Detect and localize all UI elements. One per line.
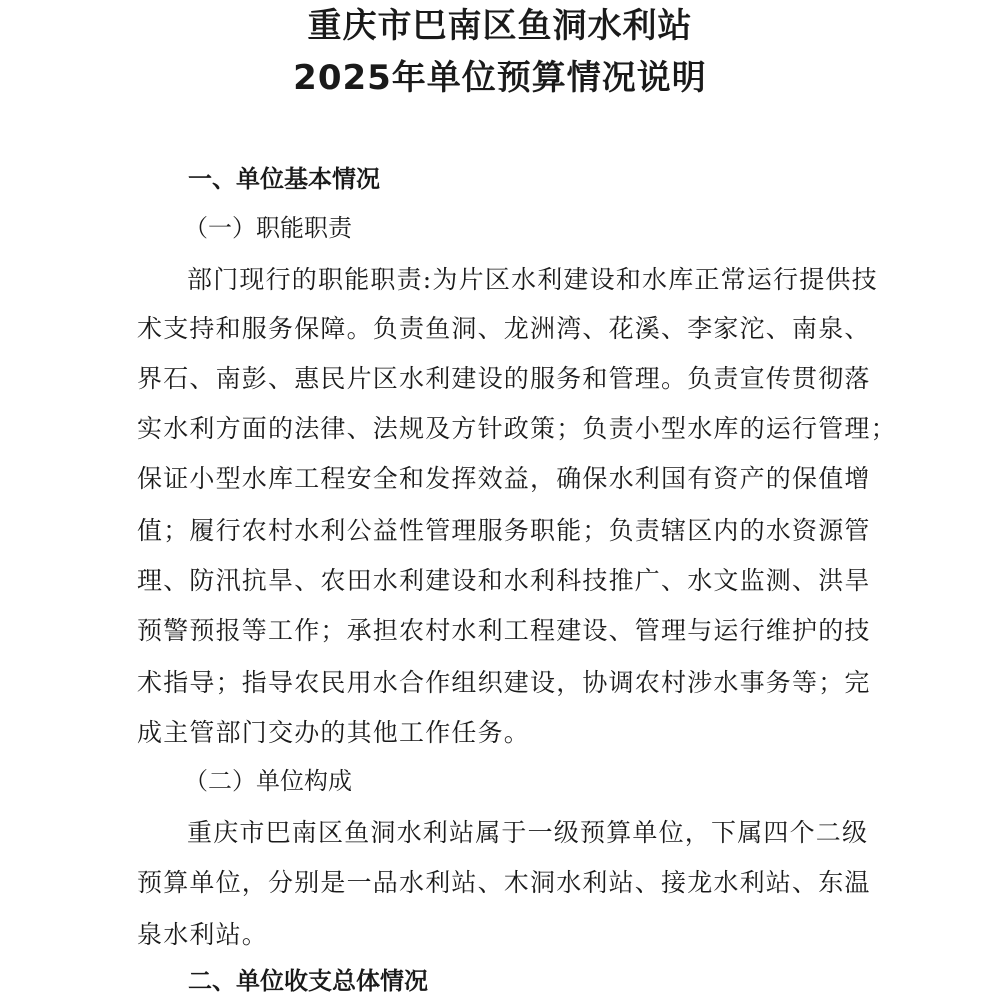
paragraph-line: 实水利方面的法律、法规及方针政策；负责小型水库的运行管理； xyxy=(137,414,897,443)
paragraph-line: 重庆市巴南区鱼洞水利站属于一级预算单位，下属四个二级 xyxy=(187,818,869,847)
paragraph-line: 界石、南彭、惠民片区水利建设的服务和管理。负责宣传贯彻落 xyxy=(137,364,871,393)
paragraph-line: 保证小型水库工程安全和发挥效益，确保水利国有资产的保值增 xyxy=(137,464,871,493)
subsection-2-heading: （二）单位构成 xyxy=(184,767,352,795)
paragraph-line: 术指导；指导农民用水合作组织建设，协调农村涉水事务等；完 xyxy=(137,668,871,697)
paragraph-line: 成主管部门交办的其他工作任务。 xyxy=(137,718,531,747)
section-2-heading: 二、单位收支总体情况 xyxy=(188,967,428,995)
paragraph-line: 泉水利站。 xyxy=(137,920,269,949)
paragraph-line: 值；履行农村水利公益性管理服务职能；负责辖区内的水资源管 xyxy=(137,516,871,545)
paragraph-line: 理、防汛抗旱、农田水利建设和水利科技推广、水文监测、洪旱 xyxy=(137,566,871,595)
document-title-line-2: 2025年单位预算情况说明 xyxy=(293,58,707,98)
subsection-1-heading: （一）职能职责 xyxy=(184,214,352,242)
paragraph-line: 部门现行的职能职责:为片区水利建设和水库正常运行提供技 xyxy=(187,265,878,294)
section-1-heading: 一、单位基本情况 xyxy=(188,165,380,193)
document-title-line-1: 重庆市巴南区鱼洞水利站 xyxy=(307,6,693,46)
paragraph-line: 术支持和服务保障。负责鱼洞、龙洲湾、花溪、李家沱、南泉、 xyxy=(137,314,871,343)
paragraph-line: 预算单位，分别是一品水利站、木洞水利站、接龙水利站、东温 xyxy=(137,868,871,897)
paragraph-line: 预警预报等工作；承担农村水利工程建设、管理与运行维护的技 xyxy=(137,616,871,645)
